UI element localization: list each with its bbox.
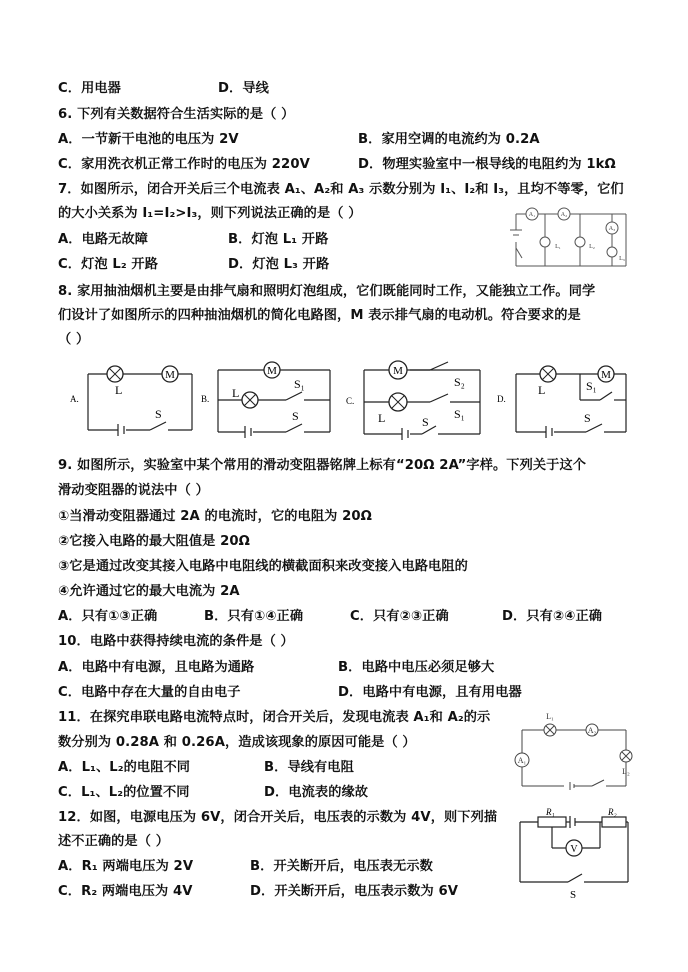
- q9-statement-3: ③它是通过改变其接入电路中电阻线的横截面积来改变接入电路电阻的: [58, 559, 468, 574]
- q7-lamp-l2-label: L₂: [589, 244, 595, 250]
- q9-option-b: B．只有①④正确: [204, 609, 304, 624]
- q12-option-c: C．R₂ 两端电压为 4V: [58, 884, 193, 899]
- q8b-s1-label: S₁: [294, 377, 305, 391]
- q11-circuit-figure: [508, 708, 640, 796]
- q8b-tag: B.: [201, 394, 210, 404]
- q11-option-c: C．L₁、L₂的位置不同: [58, 785, 190, 800]
- q12-resistor-r1: [538, 817, 566, 827]
- q8c-s2-label: S₂: [454, 375, 465, 389]
- q8d-tag: D.: [497, 394, 506, 404]
- q10-option-b: B．电路中电压必须足够大: [338, 660, 495, 675]
- q11-option-a: A．L₁、L₂的电阻不同: [58, 760, 191, 775]
- q8a-motor-label: M: [165, 369, 175, 381]
- q6-stem: 6. 下列有关数据符合生活实际的是（ ）: [58, 107, 295, 122]
- q7-circuit-figure: [502, 200, 632, 272]
- q11-lamp-l2-label: L₂: [622, 767, 630, 776]
- q6-option-b: B．家用空调的电流约为 0.2A: [358, 132, 540, 147]
- q5-option-d: D．导线: [218, 81, 269, 96]
- q12-option-a: A．R₁ 两端电压为 2V: [58, 859, 194, 874]
- q8-stem-line2: 们设计了如图所示的四种抽油烟机的简化电路图，M 表示排气扇的电动机。符合要求的是: [58, 308, 581, 323]
- q12-r1-label: R₁: [546, 807, 555, 817]
- q8-stem-line3: （ ）: [58, 332, 90, 347]
- q12-switch-label: S: [570, 889, 577, 900]
- q7-ammeter-a1-label: A₁: [528, 212, 536, 218]
- q11-stem-line2: 数分别为 0.28A 和 0.26A，造成该现象的原因可能是（ ）: [58, 735, 416, 750]
- q11-lamp-l1-label: L₁: [546, 712, 554, 721]
- q8c-tag: C.: [346, 396, 355, 406]
- q7-option-d: D．灯泡 L₃ 开路: [228, 257, 330, 272]
- q8c-lamp: [389, 393, 407, 411]
- q7-option-b: B．灯泡 L₁ 开路: [228, 232, 329, 247]
- q12-stem-line2: 述不正确的是（ ）: [58, 834, 169, 849]
- q9-statement-1: ①当滑动变阻器通过 2A 的电流时，它的电阻为 20Ω: [58, 509, 372, 524]
- q11-ammeter-a1-label: A₁: [517, 756, 527, 765]
- q6-option-a: A．一节新干电池的电压为 2V: [58, 132, 239, 147]
- q8a-switch-label: S: [155, 407, 162, 421]
- q8d-lamp-label: L: [538, 383, 546, 397]
- q8a-lamp: [107, 366, 123, 382]
- q9-stem-line2: 滑动变阻器的说法中（ ）: [58, 483, 209, 498]
- q12-option-b: B．开关断开后，电压表无示数: [250, 859, 433, 874]
- q8d-lamp: [540, 366, 556, 382]
- q10-option-a: A．电路中有电源，且电路为通路: [58, 660, 255, 675]
- q6-option-d: D．物理实验室中一根导线的电阻约为 1kΩ: [358, 157, 616, 172]
- q8c-s-label: S: [422, 415, 429, 429]
- q11-stem-line1: 11．在探究串联电路电流特点时，闭合开关后，发现电流表 A₁和 A₂的示: [58, 710, 491, 725]
- q12-circuit-figure: [514, 806, 634, 900]
- q8b-lamp-label: L: [232, 386, 240, 400]
- q8b-motor-label: M: [267, 365, 277, 377]
- q7-option-c: C．灯泡 L₂ 开路: [58, 257, 158, 272]
- q9-option-d: D．只有②④正确: [502, 609, 603, 624]
- q7-stem-line1: 7．如图所示，闭合开关后三个电流表 A₁、A₂和 A₃ 示数分别为 I₁、I₂和 I₃，且均不等零，它们: [58, 182, 624, 197]
- q8c-lamp-label: L: [378, 411, 386, 425]
- q8b-lamp: [242, 392, 258, 408]
- q12-resistor-r2: [602, 817, 626, 827]
- q5-option-c: C．用电器: [58, 81, 121, 96]
- q9-statement-4: ④允许通过它的最大电流为 2A: [58, 584, 240, 599]
- q9-option-c: C．只有②③正确: [350, 609, 449, 624]
- q7-ammeter-a3-label: A₃: [608, 226, 616, 232]
- q7-stem-line2: 的大小关系为 I₁=I₂>I₃，则下列说法正确的是（ ）: [58, 206, 362, 221]
- q11-option-b: B．导线有电阻: [264, 760, 354, 775]
- q12-voltmeter-label: V: [570, 844, 578, 855]
- q7-option-a: A．电路无故障: [58, 232, 149, 247]
- q12-stem-line1: 12．如图，电源电压为 6V，闭合开关后，电压表的示数为 4V，则下列描: [58, 810, 498, 825]
- q10-option-c: C．电路中存在大量的自由电子: [58, 685, 241, 700]
- q9-option-a: A．只有①③正确: [58, 609, 158, 624]
- q12-option-d: D．开关断开后，电压表示数为 6V: [250, 884, 459, 899]
- q9-stem-line1: 9. 如图所示，实验室中某个常用的滑动变阻器铭牌上标有“20Ω 2A”字样。下列关于这个: [58, 458, 587, 473]
- q11-ammeter-a2-label: A₂: [587, 726, 597, 735]
- q10-stem: 10．电路中获得持续电流的条件是（ ）: [58, 634, 294, 649]
- q7-lamp-l1-label: L₁: [555, 244, 561, 250]
- q8d-s1-label: S₁: [586, 379, 597, 393]
- q8d-motor-label: M: [601, 369, 611, 381]
- q8-circuits-figure: [60, 352, 640, 444]
- q8a-lamp-label: L: [115, 383, 123, 397]
- q8-stem-line1: 8. 家用抽油烟机主要是由排气扇和照明灯泡组成，它们既能同时工作，又能独立工作。同学: [58, 284, 596, 299]
- q11-option-d: D．电流表的缘故: [264, 785, 369, 800]
- q7-ammeter-a2-label: A₂: [560, 212, 568, 218]
- q8c-motor-label: M: [393, 365, 403, 377]
- q8d-s-label: S: [584, 411, 591, 425]
- q10-option-d: D．电路中有电源，且有用电器: [338, 685, 522, 700]
- q12-r2-label: R₂: [608, 807, 617, 817]
- q9-statement-2: ②它接入电路的最大阻值是 20Ω: [58, 534, 250, 549]
- q6-option-c: C．家用洗衣机正常工作时的电压为 220V: [58, 157, 310, 172]
- q7-lamp-l3-label: L₃: [619, 256, 625, 262]
- q8c-s1-label: S₁: [454, 407, 465, 421]
- q8b-s-label: S: [292, 409, 299, 423]
- q8a-tag: A.: [70, 394, 79, 404]
